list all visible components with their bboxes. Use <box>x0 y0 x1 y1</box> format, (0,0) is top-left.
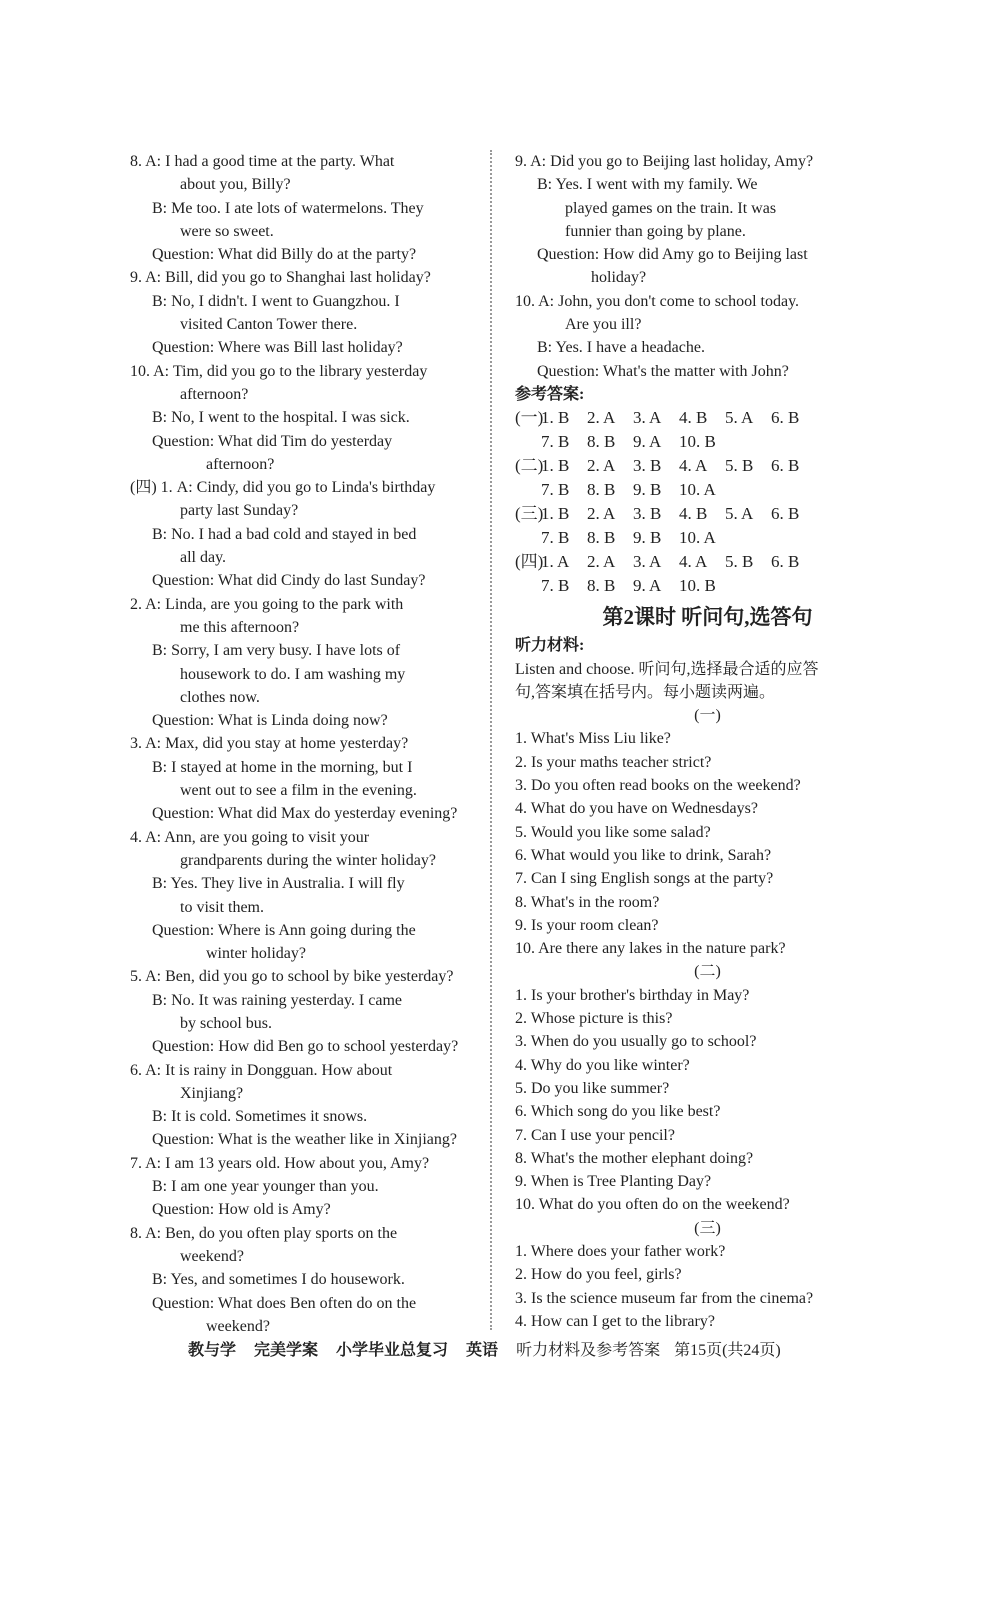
answer-row <box>515 502 900 526</box>
answer-item: 6. B <box>771 408 800 428</box>
dialogue-line: to visit them. <box>180 898 264 916</box>
question-item: 7. Can I use your pencil? <box>515 1126 675 1144</box>
question-item: 3. When do you usually go to school? <box>515 1033 757 1051</box>
answer-group-label: (四) <box>515 552 544 572</box>
question-item: 8. What's in the room? <box>515 893 660 911</box>
dialogue-line: Question: Where is Ann going during the <box>152 921 416 939</box>
dialogue-line: party last Sunday? <box>180 502 299 520</box>
question-item: 3. Is the science museum far from the cinema? <box>515 1289 814 1307</box>
dialogue-line: funnier than going by plane. <box>565 222 746 240</box>
answer-item: 8. B <box>587 432 616 452</box>
dialogue-line: 10. A: Tim, did you go to the library yesterday <box>130 362 428 380</box>
answer-item: 1. B <box>541 456 570 476</box>
dialogue-line: B: Yes, and sometimes I do housework. <box>152 1271 405 1289</box>
answer-group-label <box>515 478 541 502</box>
section-label: (二) <box>694 963 721 981</box>
dialogue-line: holiday? <box>591 269 647 287</box>
answer-item: 4. A <box>679 552 708 572</box>
dialogue-line: Question: What is Linda doing now? <box>152 712 388 730</box>
dialogue-line: B: Yes. They live in Australia. I will fly <box>152 875 405 893</box>
answer-item: 5. A <box>725 504 754 524</box>
answer-item: 6. B <box>771 504 800 524</box>
question-item: 1. Where does your father work? <box>515 1242 726 1260</box>
dialogue-line: housework to do. I am washing my <box>180 665 406 683</box>
dialogue-line: B: Yes. I went with my family. We <box>537 176 758 194</box>
listening-label: 听力材料: <box>515 637 585 655</box>
question-item: 2. Whose picture is this? <box>515 1010 673 1028</box>
answer-item: 3. A <box>633 552 662 572</box>
footer-brand: 教与学 <box>188 1342 237 1359</box>
question-item: 5. Would you like some salad? <box>515 823 711 841</box>
dialogue-line: B: Yes. I have a headache. <box>537 339 705 357</box>
answer-row <box>515 574 900 598</box>
question-item: 6. What would you like to drink, Sarah? <box>515 846 772 864</box>
answer-item: 7. B <box>541 480 570 500</box>
question-item: 1. What's Miss Liu like? <box>515 730 671 748</box>
answer-group-label: (一) <box>515 408 544 428</box>
dialogue-line: Question: What did Billy do at the party? <box>152 246 417 264</box>
lesson-title: 第2课时 听问句,选答句 <box>602 605 813 630</box>
section-label: (三) <box>694 1219 721 1237</box>
question-item: 5. Do you like summer? <box>515 1079 670 1097</box>
page-footer <box>188 1337 791 1360</box>
question-item: 1. Is your brother's birthday in May? <box>515 986 750 1004</box>
answer-group-label <box>515 526 541 550</box>
dialogue-line: 3. A: Max, did you stay at home yesterday? <box>130 735 409 753</box>
dialogue-line: afternoon? <box>206 455 275 473</box>
dialogue-line: 4. A: Ann, are you going to visit your <box>130 828 370 846</box>
answer-row <box>515 406 900 430</box>
dialogue-line: about you, Billy? <box>180 176 291 194</box>
answer-item: 5. B <box>725 456 754 476</box>
dialogue-line: B: I am one year younger than you. <box>152 1178 379 1196</box>
dialogue-line: 7. A: I am 13 years old. How about you, Amy? <box>130 1154 430 1172</box>
dialogue-line: B: It is cold. Sometimes it snows. <box>152 1108 368 1126</box>
answer-item: 9. A <box>633 432 662 452</box>
answer-item: 5. B <box>725 552 754 572</box>
answer-item: 6. B <box>771 456 800 476</box>
dialogue-line: (四) 1. A: Cindy, did you go to Linda's birthday <box>130 479 436 497</box>
column-divider <box>490 150 492 1330</box>
answer-item: 10. A <box>679 528 716 548</box>
dialogue-line: afternoon? <box>180 385 249 403</box>
dialogue-line: 8. A: Ben, do you often play sports on the <box>130 1224 398 1242</box>
question-sections <box>515 704 900 1333</box>
answer-item: 9. B <box>633 528 662 548</box>
answer-item: 6. B <box>771 552 800 572</box>
answer-item: 9. B <box>633 480 662 500</box>
dialogue-line: B: No. It was raining yesterday. I came <box>152 991 402 1009</box>
dialogue-line: played games on the train. It was <box>565 199 777 217</box>
answer-item: 10. A <box>679 480 716 500</box>
answer-item: 2. A <box>587 456 616 476</box>
answer-item: 1. A <box>541 552 570 572</box>
dialogue-line: winter holiday? <box>206 945 306 963</box>
footer-series: 完美学案 <box>254 1342 319 1359</box>
answer-row <box>515 550 900 574</box>
answer-group-label <box>515 430 541 454</box>
answer-item: 1. B <box>541 408 570 428</box>
dialogue-line: Question: What's the matter with John? <box>537 362 789 380</box>
answer-item: 3. B <box>633 504 662 524</box>
answer-row <box>515 526 900 550</box>
answer-row <box>515 430 900 454</box>
dialogue-line: me this afternoon? <box>180 618 300 636</box>
dialogue-line: were so sweet. <box>180 222 274 240</box>
answer-item: 9. A <box>633 576 662 596</box>
dialogue-line: Question: How did Amy go to Beijing last <box>537 246 808 264</box>
dialogue-line: grandparents during the winter holiday? <box>180 851 436 869</box>
question-item: 8. What's the mother elephant doing? <box>515 1149 754 1167</box>
question-item: 2. Is your maths teacher strict? <box>515 753 712 771</box>
dialogue-line: B: Me too. I ate lots of watermelons. They <box>152 199 424 217</box>
answer-item: 2. A <box>587 504 616 524</box>
instructions-line: 句,答案填在括号内。每小题读两遍。 <box>515 683 776 701</box>
question-item: 10. What do you often do on the weekend? <box>515 1196 790 1214</box>
answer-item: 4. A <box>679 456 708 476</box>
answer-item: 7. B <box>541 576 570 596</box>
dialogue-line: 10. A: John, you don't come to school today. <box>515 292 800 310</box>
dialogue-line: Are you ill? <box>565 316 642 334</box>
footer-subject: 英语 <box>466 1342 499 1359</box>
answer-item: 4. B <box>679 504 708 524</box>
answer-item: 1. B <box>541 504 570 524</box>
answer-item: 8. B <box>587 576 616 596</box>
dialogue-line: B: Sorry, I am very busy. I have lots of <box>152 642 401 660</box>
dialogue-line: Question: What does Ben often do on the <box>152 1294 417 1312</box>
question-item: 4. What do you have on Wednesdays? <box>515 800 758 818</box>
dialogue-line: B: I stayed at home in the morning, but I <box>152 758 413 776</box>
dialogue-line: 6. A: It is rainy in Dongguan. How about <box>130 1061 393 1079</box>
question-item: 10. Are there any lakes in the nature park? <box>515 940 786 958</box>
right-column <box>515 150 900 1333</box>
instructions-line: Listen and choose. 听问句,选择最合适的应答 <box>515 660 819 678</box>
dialogue-line: 5. A: Ben, did you go to school by bike yesterday? <box>130 968 454 986</box>
dialogue-line: Question: What did Tim do yesterday <box>152 432 393 450</box>
answer-item: 2. A <box>587 552 616 572</box>
dialogue-line: clothes now. <box>180 688 260 706</box>
answer-group-label: (二) <box>515 456 544 476</box>
answer-item: 5. A <box>725 408 754 428</box>
right-dialogues <box>515 150 900 383</box>
answer-item: 3. B <box>633 456 662 476</box>
dialogue-line: 9. A: Bill, did you go to Shanghai last holiday? <box>130 269 431 287</box>
dialogue-line: Xinjiang? <box>180 1084 244 1102</box>
question-item: 4. Why do you like winter? <box>515 1056 690 1074</box>
dialogue-line: B: No, I went to the hospital. I was sick. <box>152 409 410 427</box>
answer-item: 8. B <box>587 528 616 548</box>
answers-heading: 参考答案: <box>515 385 585 403</box>
question-item: 3. Do you often read books on the weekend? <box>515 777 801 795</box>
footer-page: 第15页(共24页) <box>674 1342 781 1359</box>
question-item: 9. Is your room clean? <box>515 916 659 934</box>
dialogue-line: Question: What did Cindy do last Sunday? <box>152 572 426 590</box>
answer-item: 8. B <box>587 480 616 500</box>
question-item: 2. How do you feel, girls? <box>515 1266 682 1284</box>
dialogue-line: 9. A: Did you go to Beijing last holiday, Amy? <box>515 153 814 170</box>
footer-book: 小学毕业总复习 <box>336 1342 449 1359</box>
answer-key <box>515 406 900 598</box>
dialogue-line: weekend? <box>206 1317 270 1335</box>
question-item: 9. When is Tree Planting Day? <box>515 1173 712 1191</box>
question-item: 6. Which song do you like best? <box>515 1103 721 1121</box>
dialogue-line: weekend? <box>180 1247 244 1265</box>
question-item: 4. How can I get to the library? <box>515 1312 715 1330</box>
answer-item: 10. B <box>679 576 716 596</box>
answer-row <box>515 454 900 478</box>
section-label: (一) <box>694 707 721 725</box>
dialogue-line: Question: How old is Amy? <box>152 1201 331 1219</box>
answer-item: 4. B <box>679 408 708 428</box>
answer-row <box>515 478 900 502</box>
answer-item: 7. B <box>541 432 570 452</box>
dialogue-line: 2. A: Linda, are you going to the park with <box>130 595 404 613</box>
dialogue-line: visited Canton Tower there. <box>180 316 358 334</box>
answer-group-label: (三) <box>515 504 544 524</box>
answer-item: 10. B <box>679 432 716 452</box>
dialogue-line: by school bus. <box>180 1014 272 1032</box>
dialogue-line: Question: What is the weather like in Xinjiang? <box>152 1131 457 1149</box>
dialogue-line: Question: What did Max do yesterday evening? <box>152 805 458 823</box>
dialogue-line: Question: How did Ben go to school yesterday? <box>152 1038 459 1056</box>
answer-item: 7. B <box>541 528 570 548</box>
footer-section: 听力材料及参考答案 <box>516 1342 661 1359</box>
dialogue-line: B: No, I didn't. I went to Guangzhou. I <box>152 292 400 310</box>
question-item: 7. Can I sing English songs at the party? <box>515 870 774 888</box>
dialogue-line: 8. A: I had a good time at the party. What <box>130 153 395 170</box>
dialogue-line: Question: Where was Bill last holiday? <box>152 339 403 357</box>
answer-group-label <box>515 574 541 598</box>
dialogue-line: B: No. I had a bad cold and stayed in bed <box>152 525 417 543</box>
dialogue-line: went out to see a film in the evening. <box>180 782 417 800</box>
dialogue-line: all day. <box>180 549 227 567</box>
answer-item: 2. A <box>587 408 616 428</box>
left-column <box>130 150 475 1338</box>
answer-item: 3. A <box>633 408 662 428</box>
